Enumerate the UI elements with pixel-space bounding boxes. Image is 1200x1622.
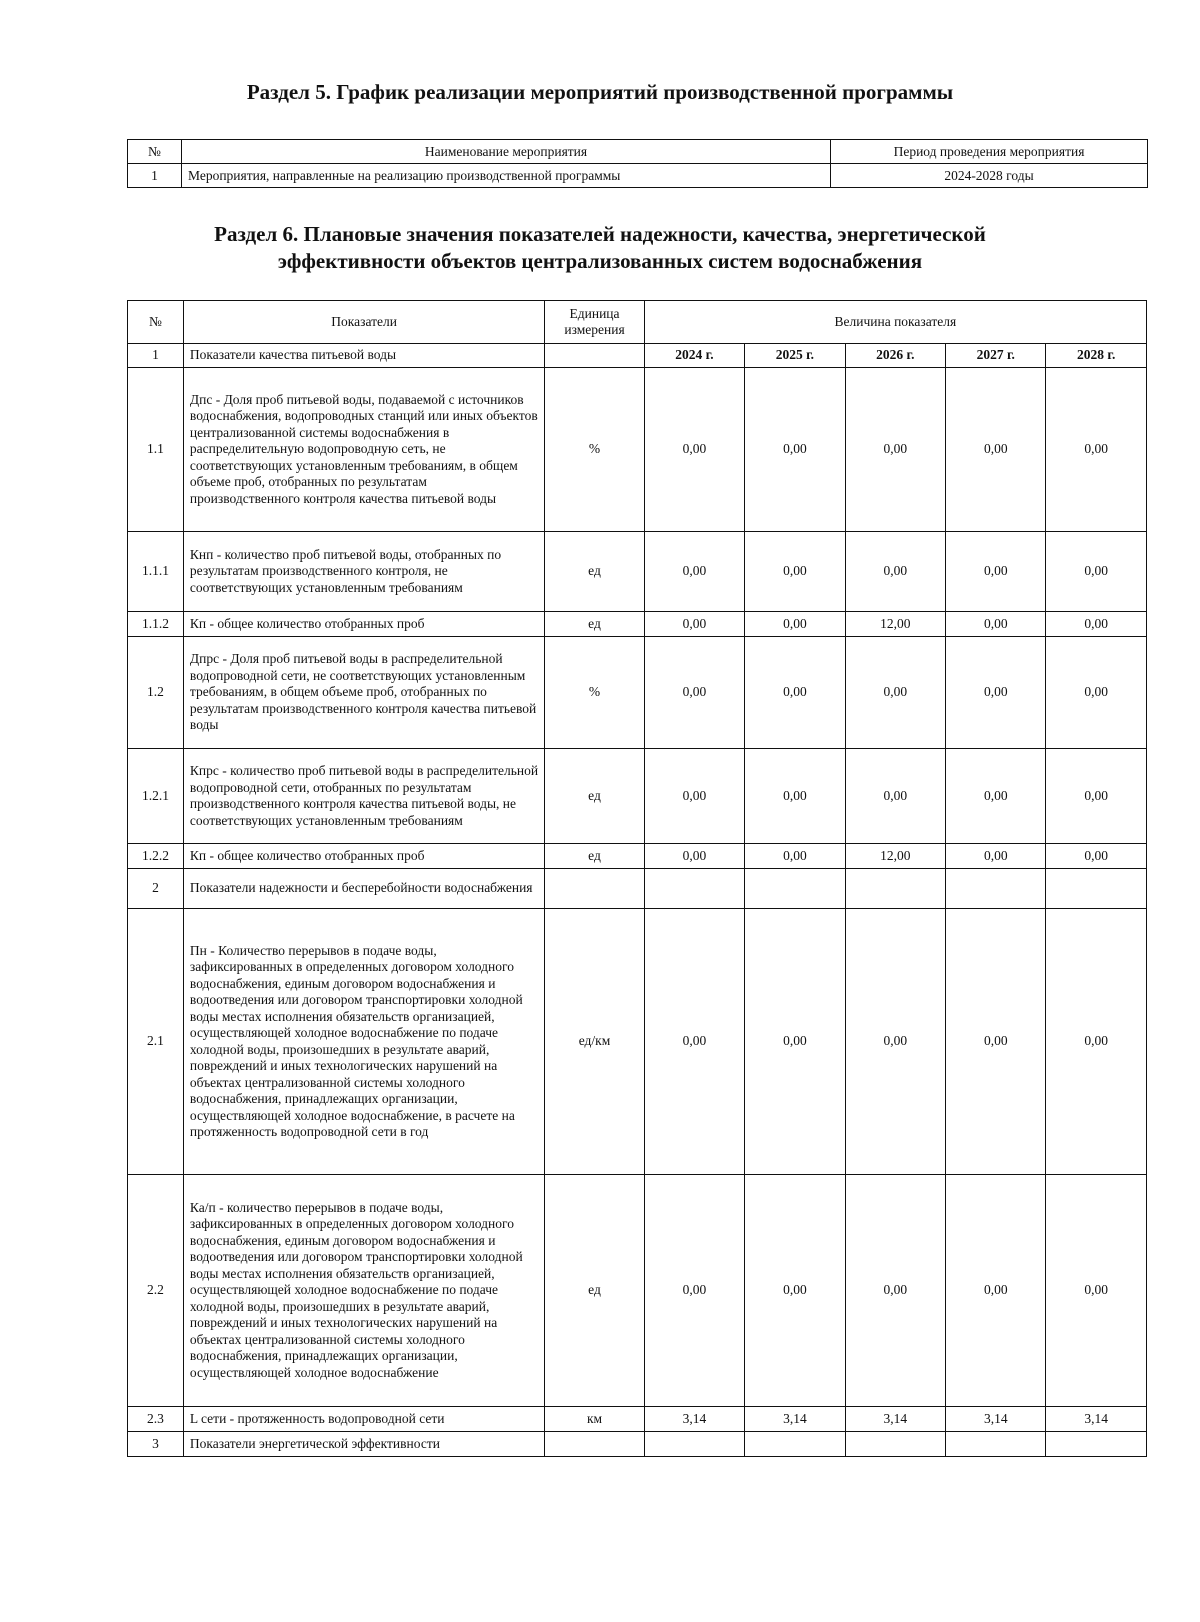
table-row [128,368,1147,532]
row-num: 2.1 [128,909,184,1175]
indicator-unit: % [545,637,644,749]
indicator-value: 0,00 [644,749,744,844]
year-header: 2025 г. [745,344,845,368]
indicator-value [1046,1432,1147,1457]
indicator-text: Кпрс - количество проб питьевой воды в распределительной водопроводной сети, отобранных по результатам производственного контроля качества питьевой воды, не соответствующих установленным требованиям [183,749,544,844]
table-row [128,1432,1147,1457]
table-row [128,844,1147,869]
event-name: Мероприятия, направленные на реализацию производственной программы [182,164,831,188]
row-num: 1 [128,344,184,368]
indicator-value: 0,00 [1046,749,1147,844]
indicator-value: 0,00 [946,532,1046,612]
table-row [128,909,1147,1175]
table-row [128,612,1147,637]
indicator-value [1046,869,1147,909]
row-num: 3 [128,1432,184,1457]
indicator-text: Пн - Количество перерывов в подаче воды, зафиксированных в определенных договором холодного водоснабжения, единым договором водоснабжения и водоотведения или договором транспортировки холодной воды местах исполнения обязательств организацией, осуществляющей холодное водоснабжение по подаче холодной воды, произошедших в результате аварий, повреждений и иных технологических нарушений на объектах централизованной системы холодного водоснабжения, принадлежащих организации, осуществляющей холодное водоснабжение, в расчете на протяженность водопроводной сети в год [183,909,544,1175]
indicator-value: 0,00 [946,1175,1046,1407]
indicator-value: 3,14 [845,1407,945,1432]
indicator-text: Кнп - количество проб питьевой воды, отобранных по результатам производственного контроля, не соответствующих установленным требованиям [183,532,544,612]
indicator-value: 0,00 [1046,844,1147,869]
table-row [128,1175,1147,1407]
indicator-value: 0,00 [1046,909,1147,1175]
indicator-value: 12,00 [845,612,945,637]
indicator-unit [545,869,644,909]
indicator-unit: ед [545,844,644,869]
indicator-value: 0,00 [745,909,845,1175]
indicator-value: 0,00 [845,368,945,532]
indicator-value: 0,00 [644,532,744,612]
indicator-value: 0,00 [745,637,845,749]
indicator-text: Показатели надежности и бесперебойности водоснабжения [183,869,544,909]
indicator-value: 0,00 [745,844,845,869]
table-row [128,869,1147,909]
row-num: 1.1 [128,368,184,532]
indicator-value [946,1432,1046,1457]
year-header: 2026 г. [845,344,945,368]
indicator-value [946,869,1046,909]
section6-title-line1: Раздел 6. Плановые значения показателей надежности, качества, энергетической [214,222,986,246]
header-num: № [128,301,184,344]
section5-header-row [128,140,1148,164]
indicator-unit: % [545,368,644,532]
indicator-value: 3,14 [745,1407,845,1432]
row-num: 1.2.1 [128,749,184,844]
year-header: 2027 г. [946,344,1046,368]
indicator-value: 0,00 [946,909,1046,1175]
indicator-value: 0,00 [644,909,744,1175]
header-period: Период проведения мероприятия [831,140,1148,164]
indicator-value: 12,00 [845,844,945,869]
header-num: № [128,140,182,164]
indicator-unit [545,1432,644,1457]
indicator-value: 0,00 [745,612,845,637]
table-row [128,532,1147,612]
indicator-value: 0,00 [946,749,1046,844]
indicator-value: 0,00 [745,1175,845,1407]
year-header: 2024 г. [644,344,744,368]
indicator-value: 0,00 [845,637,945,749]
row-num: 2 [128,869,184,909]
indicator-value: 0,00 [644,844,744,869]
indicator-value: 3,14 [644,1407,744,1432]
indicator-unit [545,344,644,368]
indicator-text: Кп - общее количество отобранных проб [183,844,544,869]
indicator-value: 0,00 [644,368,744,532]
indicator-value: 0,00 [644,612,744,637]
indicator-unit: ед [545,749,644,844]
indicator-value: 0,00 [1046,368,1147,532]
year-header: 2028 г. [1046,344,1147,368]
indicator-value: 0,00 [644,637,744,749]
row-num: 1.2 [128,637,184,749]
indicator-value [845,869,945,909]
row-num: 1.1.1 [128,532,184,612]
indicator-value [845,1432,945,1457]
row-num: 1 [128,164,182,188]
table-row [128,344,1147,368]
indicator-value: 0,00 [946,612,1046,637]
indicator-value: 0,00 [946,637,1046,749]
indicator-text: Ка/п - количество перерывов в подаче воды, зафиксированных в определенных договором холодного водоснабжения, единым договором водоснабжения и водоотведения или договором транспортировки холодной воды местах исполнения обязательств организацией, осуществляющей холодное водоснабжение по подаче холодной воды, произошедших в результате аварий, повреждений и иных технологических нарушений на объектах централизованной системы холодного водоснабжения, принадлежащих организации, осуществляющей холодное водоснабжение [183,1175,544,1407]
header-unit: Единица измерения [545,301,644,344]
section5-title: Раздел 5. График реализации мероприятий производственной программы [246,80,954,104]
indicator-value: 0,00 [1046,1175,1147,1407]
indicator-text: Кп - общее количество отобранных проб [183,612,544,637]
table-row [128,1407,1147,1432]
table-row [128,749,1147,844]
section5-table [127,139,1148,188]
indicator-text: Дпрс - Доля проб питьевой воды в распределительной водопроводной сети, не соответствующих установленным требованиям, в общем объеме проб, отобранных по результатам производственного контроля качества питьевой воды [183,637,544,749]
row-num: 2.3 [128,1407,184,1432]
indicator-unit: ед [545,532,644,612]
indicator-value: 0,00 [845,532,945,612]
indicator-value [644,1432,744,1457]
indicator-value: 0,00 [644,1175,744,1407]
indicator-value: 0,00 [845,909,945,1175]
indicator-value: 3,14 [1046,1407,1147,1432]
section6-header-row [128,301,1147,344]
header-indicator: Показатели [183,301,544,344]
indicator-value: 0,00 [745,368,845,532]
row-num: 1.2.2 [128,844,184,869]
indicator-value: 0,00 [745,749,845,844]
indicator-unit: км [545,1407,644,1432]
indicator-value: 0,00 [946,844,1046,869]
header-event-name: Наименование мероприятия [182,140,831,164]
header-value: Величина показателя [644,301,1146,344]
row-num: 1.1.2 [128,612,184,637]
indicator-value [745,1432,845,1457]
indicator-value: 0,00 [745,532,845,612]
indicator-value [745,869,845,909]
event-period: 2024-2028 годы [831,164,1148,188]
indicator-value: 0,00 [1046,637,1147,749]
indicator-value: 0,00 [845,1175,945,1407]
section6-title [0,221,1200,275]
indicator-unit: ед [545,612,644,637]
indicator-text: Показатели энергетической эффективности [183,1432,544,1457]
indicator-value: 3,14 [946,1407,1046,1432]
table-row [128,164,1148,188]
indicator-text: L сети - протяженность водопроводной сети [183,1407,544,1432]
indicator-value: 0,00 [845,749,945,844]
indicator-unit: ед/км [545,909,644,1175]
indicator-value: 0,00 [946,368,1046,532]
indicator-value: 0,00 [1046,532,1147,612]
section6-table [127,300,1147,1457]
indicator-text: Показатели качества питьевой воды [183,344,544,368]
indicator-text: Дпс - Доля проб питьевой воды, подаваемой с источников водоснабжения, водопроводных станций или иных объектов централизованной системы водоснабжения в распределительную водопроводную сеть, не соответствующих установленным требованиям, в общем объеме проб, отобранных по результатам производственного контроля качества питьевой воды [183,368,544,532]
indicator-unit: ед [545,1175,644,1407]
row-num: 2.2 [128,1175,184,1407]
table-row [128,637,1147,749]
section6-title-line2: эффективности объектов централизованных систем водоснабжения [277,249,923,273]
indicator-value [644,869,744,909]
indicator-value: 0,00 [1046,612,1147,637]
